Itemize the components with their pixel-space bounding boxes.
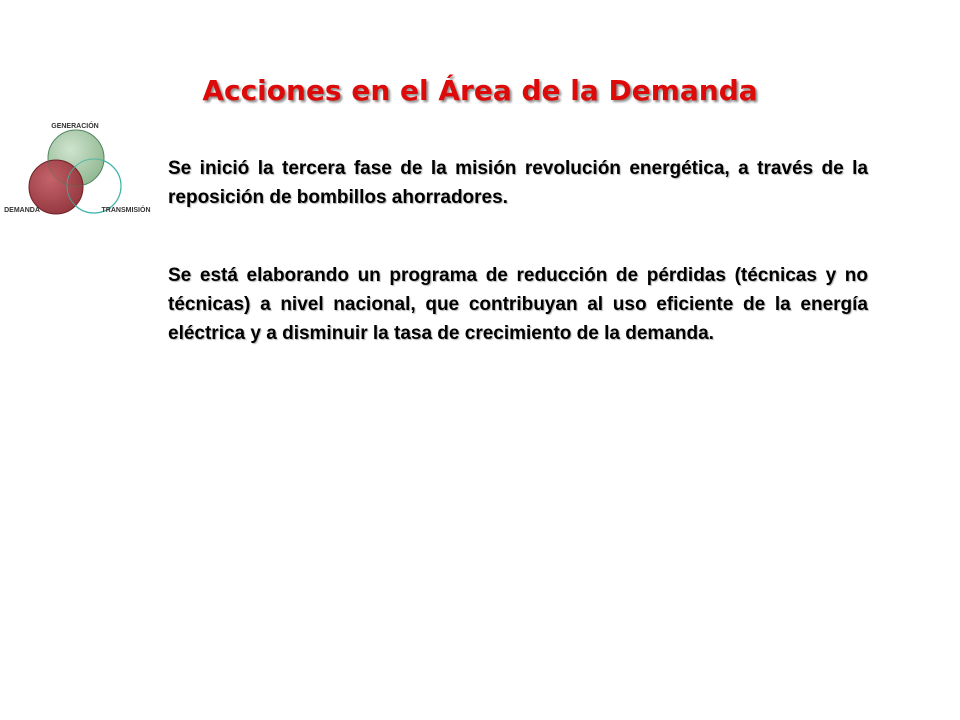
slide-title: Acciones en el Área de la Demanda	[202, 74, 758, 107]
demand-label: DEMANDA	[4, 207, 40, 214]
paragraph-lamps: Se inició la tercera fase de la misión revolución energética, a través de la reposición de bombillos ahorradores.	[168, 158, 868, 208]
demand-circle	[29, 160, 83, 214]
generation-label: GENERACIÓN	[51, 123, 99, 130]
venn-diagram	[0, 118, 160, 223]
transmission-label: TRANSMISIÓN	[101, 207, 151, 214]
paragraph-losses-program: Se está elaborando un programa de reducción de pérdidas (técnicas y no técnicas) a nivel nacional, que contribuyan al uso eficiente de la energía eléctrica y a disminuir la tasa de crecimiento de la demanda.	[168, 265, 868, 344]
